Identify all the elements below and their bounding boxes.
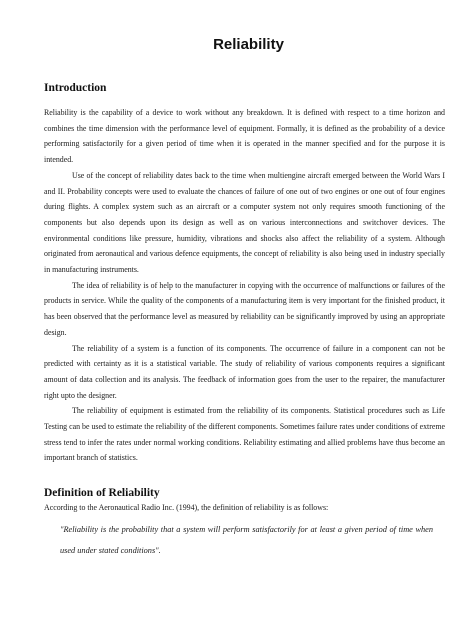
intro-paragraph-1: Reliability is the capability of a device to work without any breakdown. It is defined with respect to a time horizon and combines the time dimension with the performance level of equipment. Formally, it is defined as the probability of a device performing satisfactorily for a given period of time when it is operated in the manner specified and for the purpose it is intended. [44,108,445,165]
definition-heading: Definition of Reliability [44,487,160,500]
introduction-heading: Introduction [44,82,107,94]
definition-quote: "Reliability is the probability that a system will perform satisfactorily for at least a given period of time when used under stated conditions". [60,524,433,555]
intro-paragraph-3: The idea of reliability is of help to the manufacturer in copying with the occurrence of malfunctions or failures of the products in service. While the quality of the components of a manufacturing item is very important for the finished product, it has been observed that the performance level as measured by reliability can be significantly improved by using an appropriate design. [44,280,445,337]
document-title: Reliability [213,36,284,53]
definition-lead: According to the Aeronautical Radio Inc. (1994), the definition of reliability is as follows: [44,503,329,513]
intro-paragraph-2: Use of the concept of reliability dates back to the time when multiengine aircraft emerged between the World Wars I and II. Probability concepts were used to evaluate the chances of failure of one out of two engines or one out of four engines during flights. A complex system such as an aircraft or a computer system not only requires smooth functioning of the components but also depends upon its design as well as on various interconnections and switchover devices. The environmental conditions like pressure, humidity, vibrations and shocks also affect the reliability of a system. Although originated from aeronautical and various defence equipments, the concept of reliability is also being used in industry specially in manufacturing instruments. [44,170,445,275]
intro-paragraph-4: The reliability of a system is a function of its components. The occurrence of failure in a component can not be predicted with certainty as it is a statistical variable. The study of reliability of various components requires a significant amount of data collection and its analysis. The feedback of information goes from the user to the repairer, the manufacturer right upto the designer. [44,343,445,400]
intro-paragraph-5: The reliability of equipment is estimated from the reliability of its components. Statistical procedures such as Life Testing can be used to estimate the reliability of the different components. Sometimes failure rates under conditions of extreme stress tend to infer the rates under normal working conditions. Reliability estimating and allied problems have thus become an important branch of statistics. [44,406,445,463]
